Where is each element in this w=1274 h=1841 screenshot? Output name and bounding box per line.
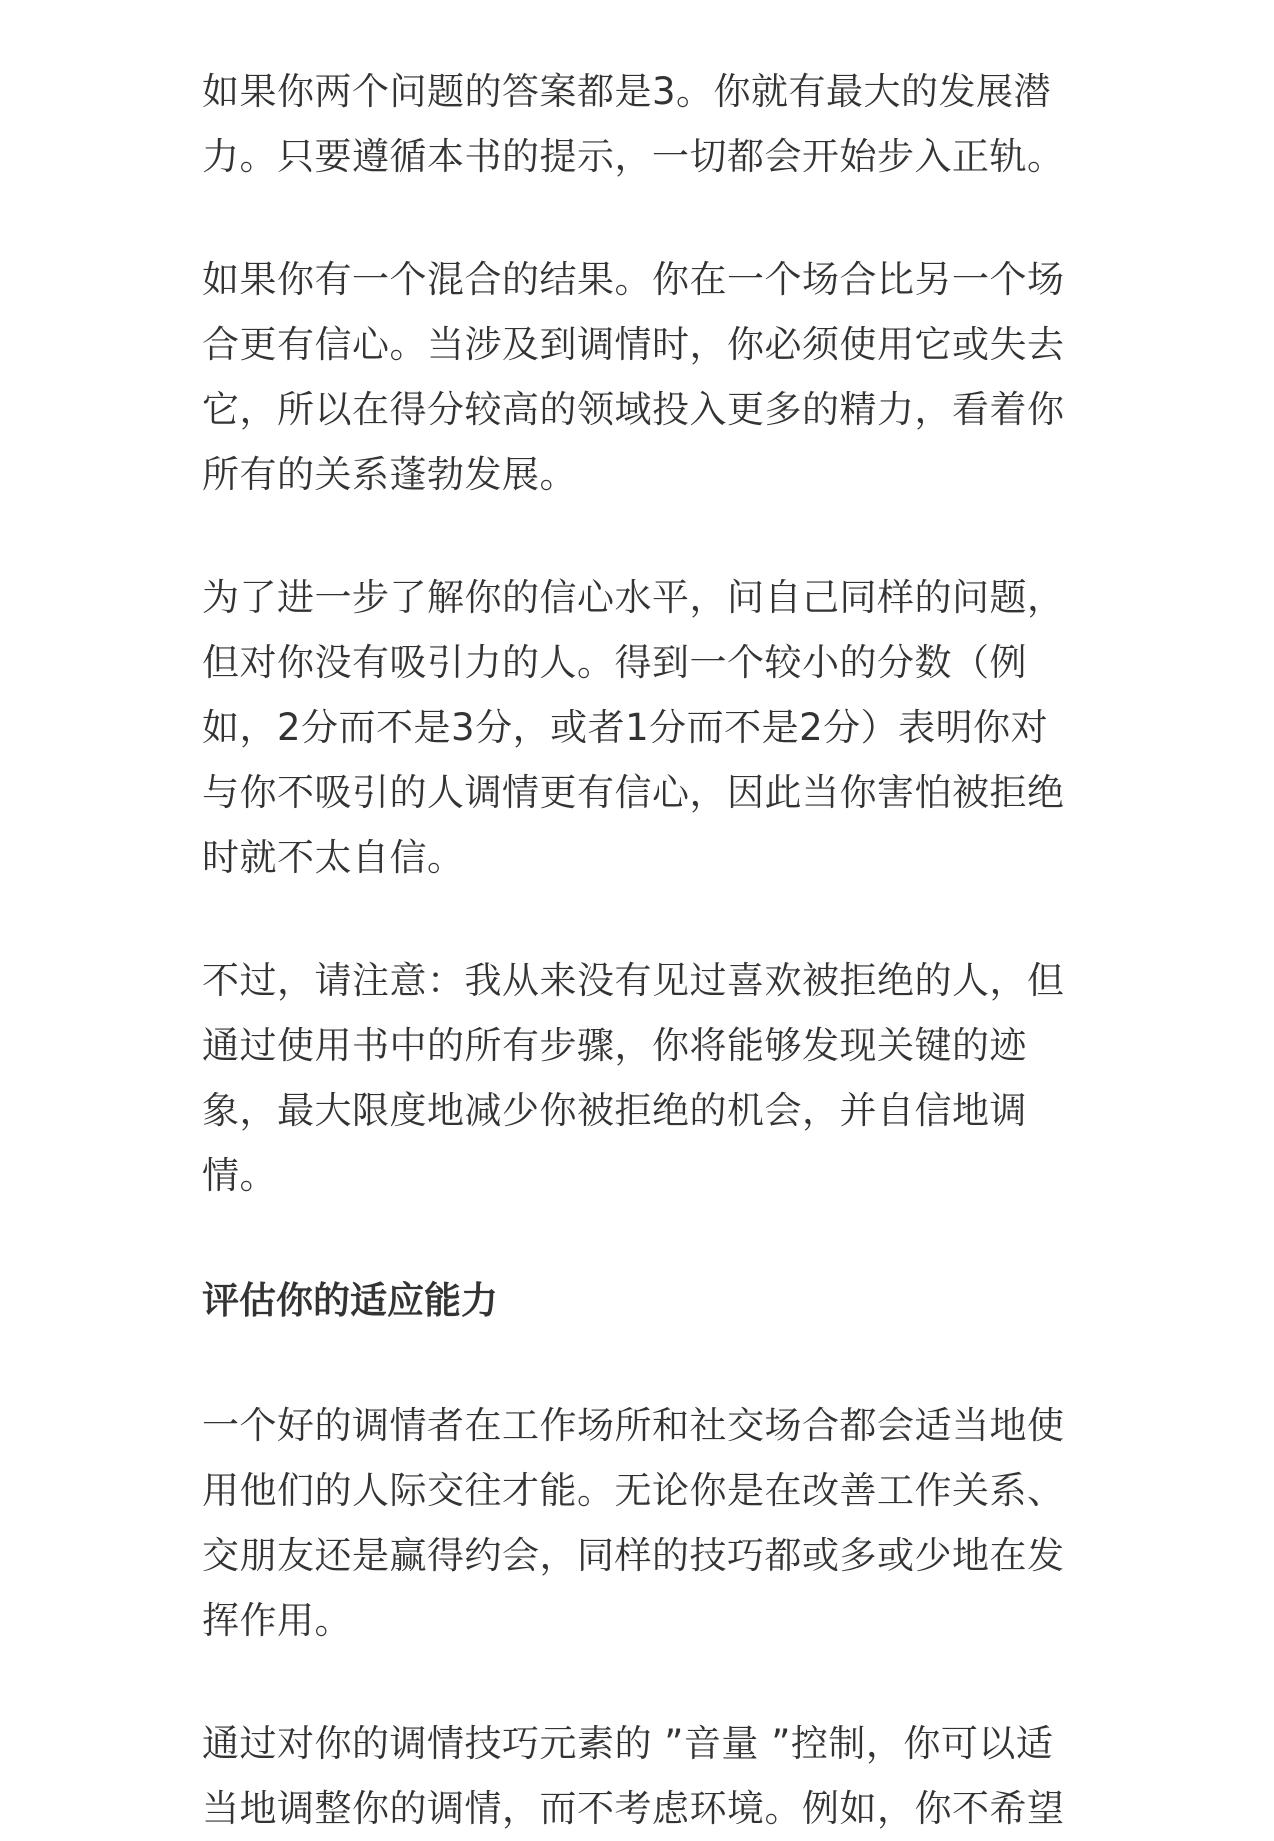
text-line: 时就不太自信。 bbox=[202, 836, 465, 879]
text-line: 为了进一步了解你的信心水平，问自己同样的问题， bbox=[202, 576, 1065, 619]
article-body bbox=[202, 59, 1072, 1841]
text-line: 交朋友还是赢得约会，同样的技巧都或多或少地在发 bbox=[202, 1534, 1065, 1577]
paragraph-gap bbox=[202, 189, 1072, 247]
paragraph-potential bbox=[202, 59, 1072, 189]
text-line: 它，所以在得分较高的领域投入更多的精力，看着你 bbox=[202, 388, 1065, 431]
text-line: 不过，请注意：我从来没有见过喜欢被拒绝的人，但 bbox=[202, 959, 1065, 1002]
paragraph-good-flirter bbox=[202, 1393, 1072, 1653]
text-line: 情。 bbox=[202, 1154, 277, 1197]
paragraph-mixed-result bbox=[202, 247, 1072, 507]
text-line: 力。只要遵循本书的提示，一切都会开始步入正轨。 bbox=[202, 135, 1065, 178]
text-line: 所有的关系蓬勃发展。 bbox=[202, 453, 577, 496]
text-line: 一个好的调情者在工作场所和社交场合都会适当地使 bbox=[202, 1404, 1065, 1447]
text-line: 挥作用。 bbox=[202, 1599, 352, 1642]
text-line: 象，最大限度地减少你被拒绝的机会，并自信地调 bbox=[202, 1089, 1027, 1132]
paragraph-volume-control bbox=[202, 1711, 1072, 1841]
text-line: 与你不吸引的人调情更有信心，因此当你害怕被拒绝 bbox=[202, 771, 1065, 814]
text-line: 但对你没有吸引力的人。得到一个较小的分数（例 bbox=[202, 641, 1027, 684]
text-line: 当地调整你的调情，而不考虑环境。例如，你不希望 bbox=[202, 1787, 1065, 1830]
paragraph-gap bbox=[202, 507, 1072, 565]
text-line: 通过对你的调情技巧元素的 ”音量 ”控制，你可以适 bbox=[202, 1722, 1054, 1765]
paragraph-confidence-level bbox=[202, 565, 1072, 890]
paragraph-gap bbox=[202, 1653, 1072, 1711]
text-line: 合更有信心。当涉及到调情时，你必须使用它或失去 bbox=[202, 323, 1065, 366]
text-line: 如，2分而不是3分，或者1分而不是2分）表明你对 bbox=[202, 706, 1049, 749]
paragraph-gap bbox=[202, 890, 1072, 948]
section-heading: 评估你的适应能力 bbox=[202, 1279, 498, 1322]
text-line: 通过使用书中的所有步骤，你将能够发现关键的迹 bbox=[202, 1024, 1027, 1067]
text-line: 用他们的人际交往才能。无论你是在改善工作关系、 bbox=[202, 1469, 1065, 1512]
text-line: 如果你两个问题的答案都是3。你就有最大的发展潜 bbox=[202, 70, 1052, 113]
text-line: 如果你有一个混合的结果。你在一个场合比另一个场 bbox=[202, 258, 1065, 301]
paragraph-gap bbox=[202, 1208, 1072, 1268]
paragraph-rejection-note bbox=[202, 948, 1072, 1208]
paragraph-gap bbox=[202, 1333, 1072, 1393]
